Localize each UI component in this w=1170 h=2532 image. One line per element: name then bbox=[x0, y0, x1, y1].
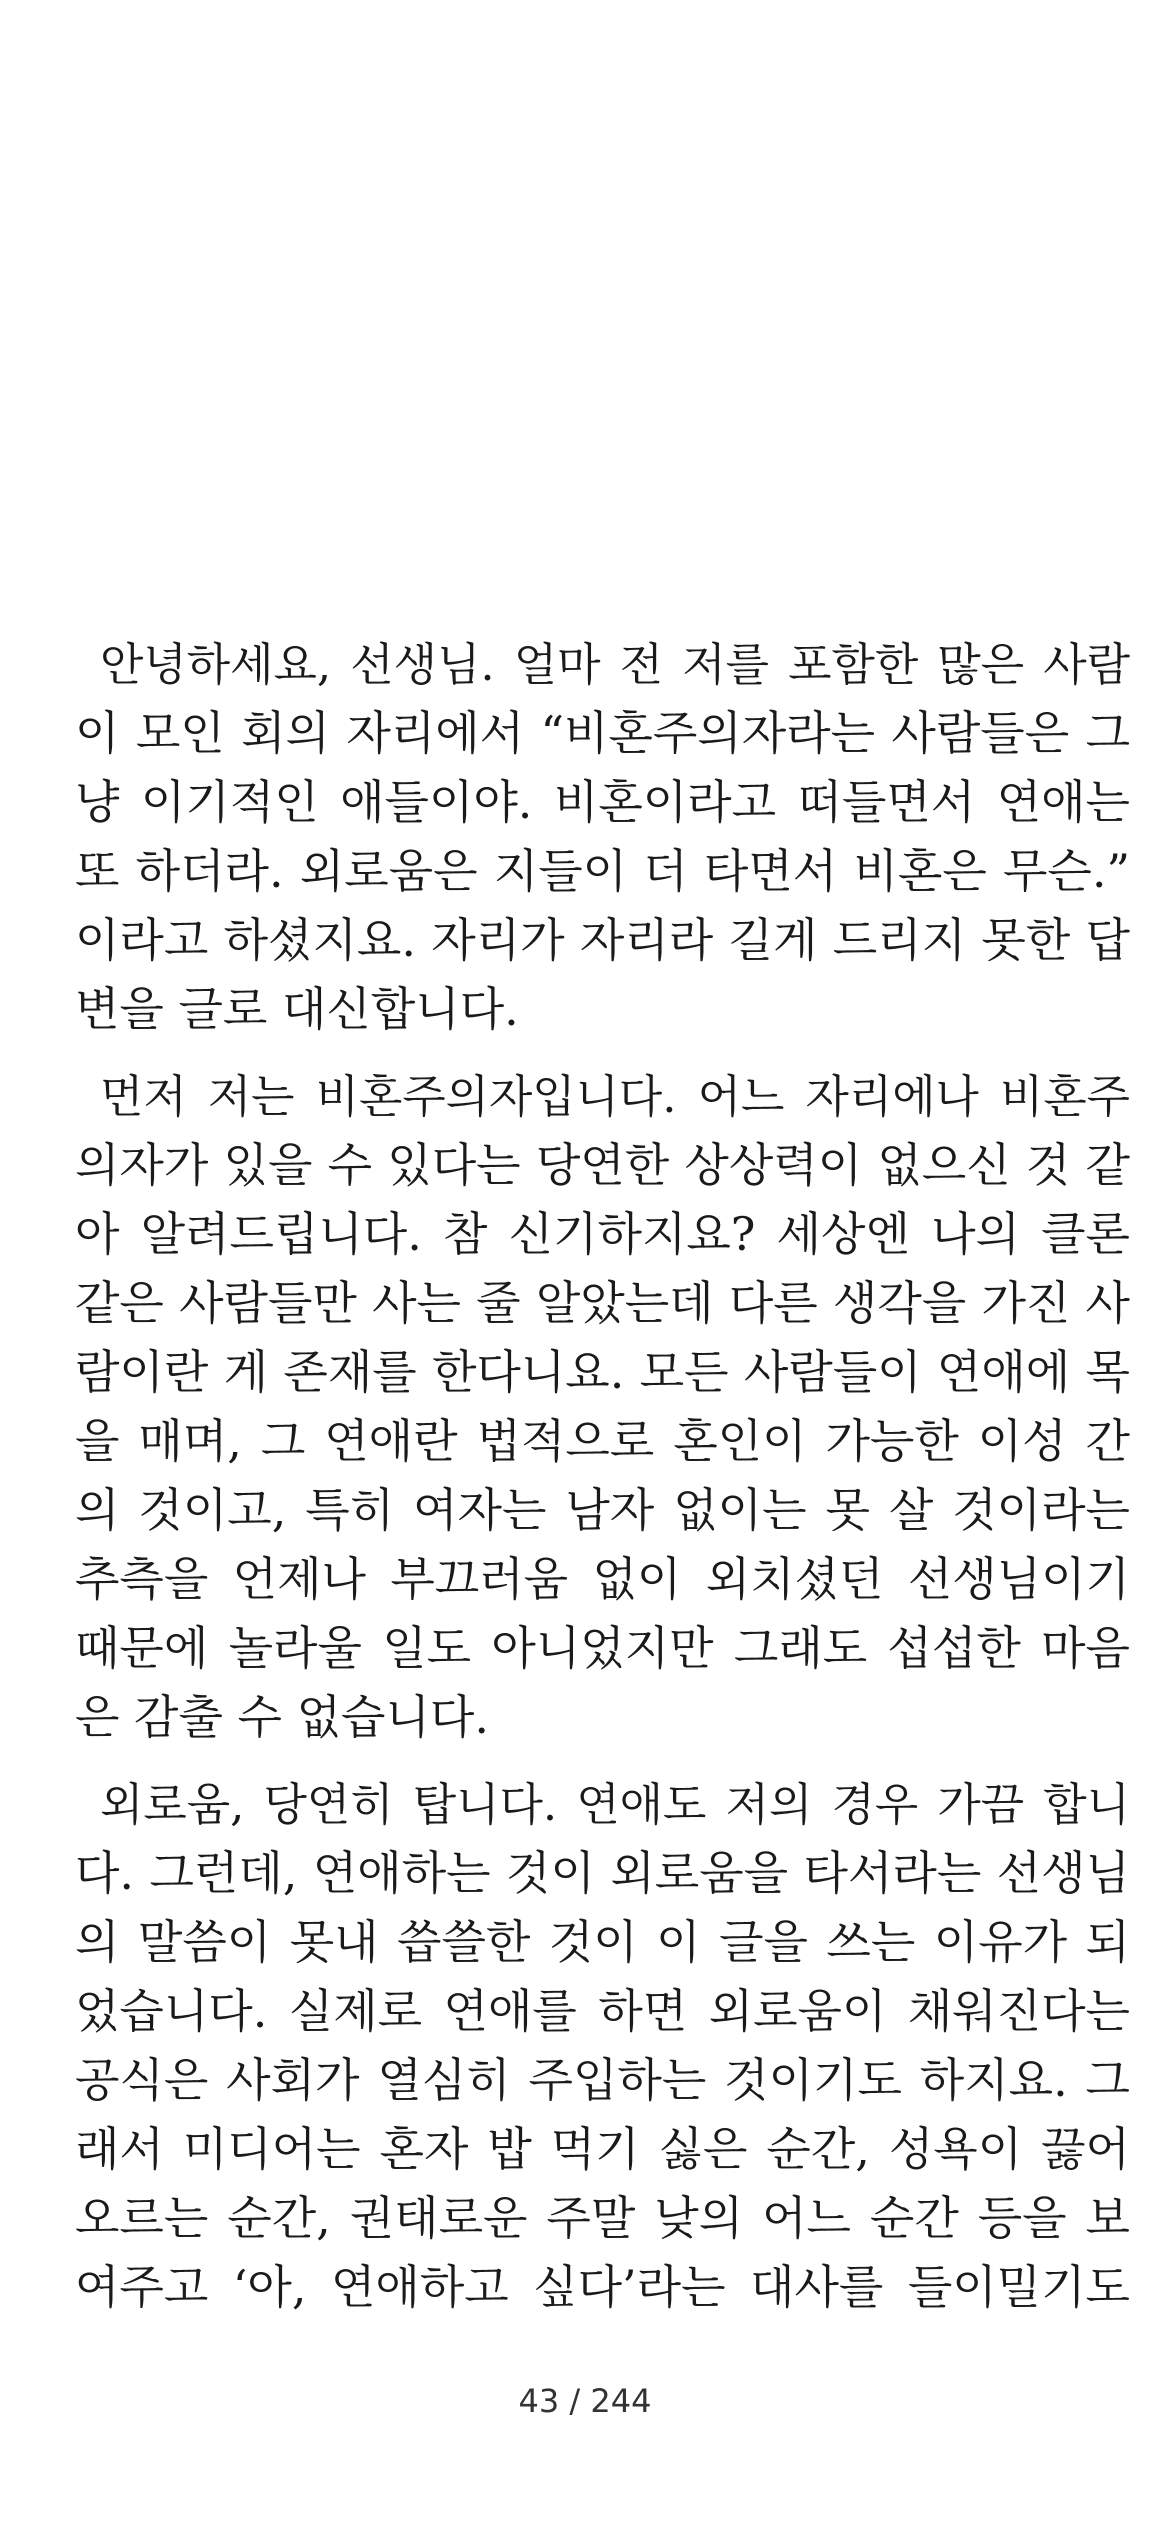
text-line: 의 말씀이 못내 씁쓸한 것이 이 글을 쓰는 이유가 되 bbox=[75, 1915, 1130, 1969]
text-line: 냥 이기적인 애들이야. 비혼이라고 떠들면서 연애는 bbox=[75, 775, 1130, 829]
text-line: 람이란 게 존재를 한다니요. 모든 사람들이 연애에 목 bbox=[75, 1345, 1130, 1399]
text-line: 공식은 사회가 열심히 주입하는 것이기도 하지요. 그 bbox=[75, 2053, 1130, 2107]
text-line: 었습니다. 실제로 연애를 하면 외로움이 채워진다는 bbox=[75, 1984, 1130, 2038]
text-line: 래서 미디어는 혼자 밥 먹기 싫은 순간, 성욕이 끓어 bbox=[75, 2122, 1130, 2176]
text-line: 다. 그런데, 연애하는 것이 외로움을 타서라는 선생님 bbox=[75, 1846, 1130, 1900]
text-line: 변을 글로 대신합니다. bbox=[75, 982, 519, 1036]
text-line: 의 것이고, 특히 여자는 남자 없이는 못 살 것이라는 bbox=[75, 1483, 1130, 1537]
paragraph-2 bbox=[50, 1062, 1130, 1752]
text-line: 때문에 놀라울 일도 아니었지만 그래도 섭섭한 마음 bbox=[75, 1621, 1130, 1675]
text-line: 같은 사람들만 사는 줄 알았는데 다른 생각을 가진 사 bbox=[75, 1276, 1130, 1330]
text-line: 의자가 있을 수 있다는 당연한 상상력이 없으신 것 같 bbox=[75, 1138, 1130, 1192]
text-line: 또 하더라. 외로움은 지들이 더 타면서 비혼은 무슨.” bbox=[75, 844, 1130, 898]
text-line: 먼저 저는 비혼주의자입니다. 어느 자리에나 비혼주 bbox=[100, 1070, 1130, 1123]
book-text bbox=[50, 630, 1130, 2340]
text-line: 추측을 언제나 부끄러움 없이 외치셨던 선생님이기 bbox=[75, 1552, 1130, 1606]
text-line: 이라고 하셨지요. 자리가 자리라 길게 드리지 못한 답 bbox=[75, 913, 1130, 967]
text-line: 오르는 순간, 권태로운 주말 낮의 어느 순간 등을 보 bbox=[75, 2191, 1130, 2245]
text-line: 안녕하세요, 선생님. 얼마 전 저를 포함한 많은 사람 bbox=[100, 638, 1130, 691]
text-line: 은 감출 수 없습니다. bbox=[75, 1690, 489, 1744]
paragraph-1 bbox=[50, 630, 1130, 1044]
text-line: 여주고 ‘아, 연애하고 싶다’라는 대사를 들이밀기도 bbox=[75, 2260, 1130, 2314]
text-line: 을 매며, 그 연애란 법적으로 혼인이 가능한 이성 간 bbox=[75, 1414, 1130, 1468]
text-line: 이 모인 회의 자리에서 “비혼주의자라는 사람들은 그 bbox=[75, 706, 1130, 760]
text-line: 아 알려드립니다. 참 신기하지요? 세상엔 나의 클론 bbox=[75, 1207, 1130, 1261]
page-indicator: 43 / 244 bbox=[518, 2382, 652, 2420]
text-line: 외로움, 당연히 탑니다. 연애도 저의 경우 가끔 합니 bbox=[100, 1778, 1130, 1831]
paragraph-3 bbox=[50, 1770, 1130, 2322]
